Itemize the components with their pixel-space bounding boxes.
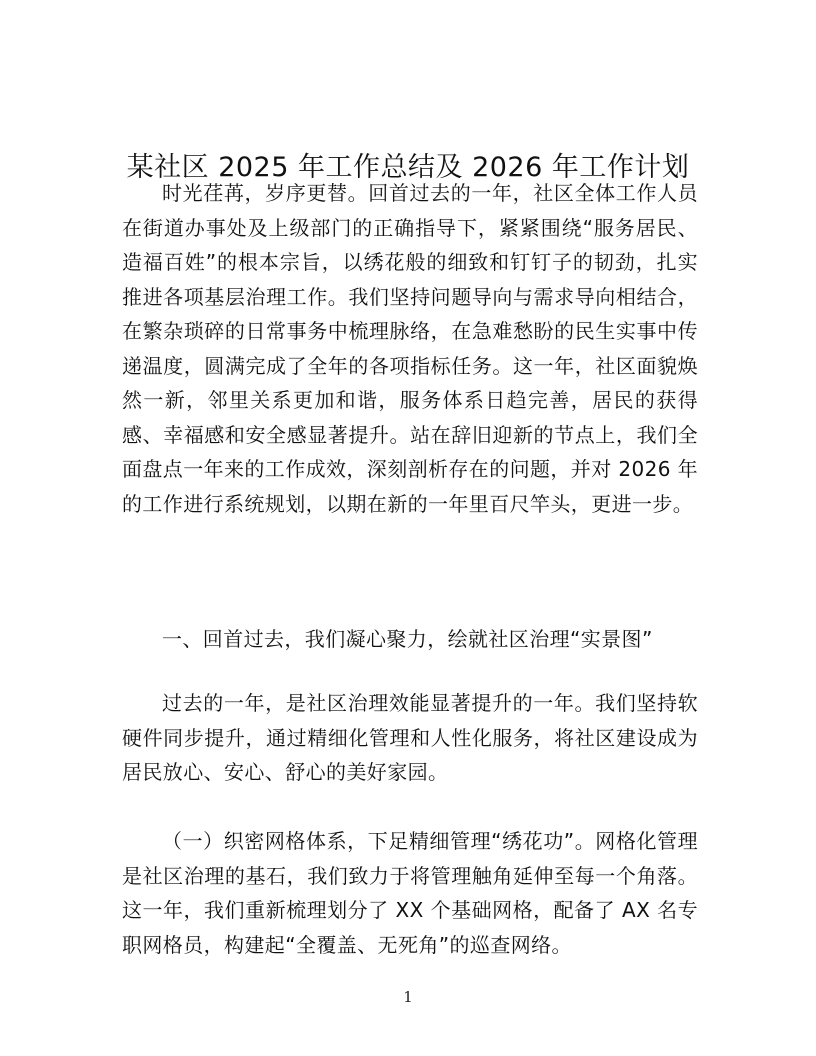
subsection-1-paragraph: （一）织密网格体系，下足精细管理“绣花功”。网格化管理是社区治理的基石，我们致力于将管理触角延伸至每一个角落。这一年，我们重新梳理划分了 XX 个基础网格，配备了 AX 名专职网格员，构建起“全覆盖、无死角”的巡查网络。: [122, 829, 698, 957]
page-number: 1: [403, 988, 413, 1006]
section-heading-1: 一、回首过去，我们凝心聚力，绘就社区治理“实景图”: [162, 627, 653, 651]
document-title: 某社区 2025 年工作总结及 2026 年工作计划: [126, 152, 690, 183]
section-1-paragraph: 过去的一年，是社区治理效能显著提升的一年。我们坚持软硬件同步提升，通过精细化管理和人性化服务，将社区建设成为居民放心、安心、舒心的美好家园。: [122, 691, 698, 784]
intro-paragraph: 时光荏苒，岁序更替。回首过去的一年，社区全体工作人员在街道办事处及上级部门的正确指导下，紧紧围绕“服务居民、造福百姓”的根本宗旨，以绣花般的细致和钉钉子的韧劲，扎实推进各项基层治理工作。我们坚持问题导向与需求导向相结合，在繁杂琐碎的日常事务中梳理脉络，在急难愁盼的民生实事中传递温度，圆满完成了全年的各项指标任务。这一年，社区面貌焕然一新，邻里关系更加和谐，服务体系日趋完善，居民的获得感、幸福感和安全感显著提升。站在辞旧迎新的节点上，我们全面盘点一年来的工作成效，深刻剖析存在的问题，并对 2026 年的工作进行系统规划，以期在新的一年里百尺竿头，更进一步。: [122, 181, 699, 516]
